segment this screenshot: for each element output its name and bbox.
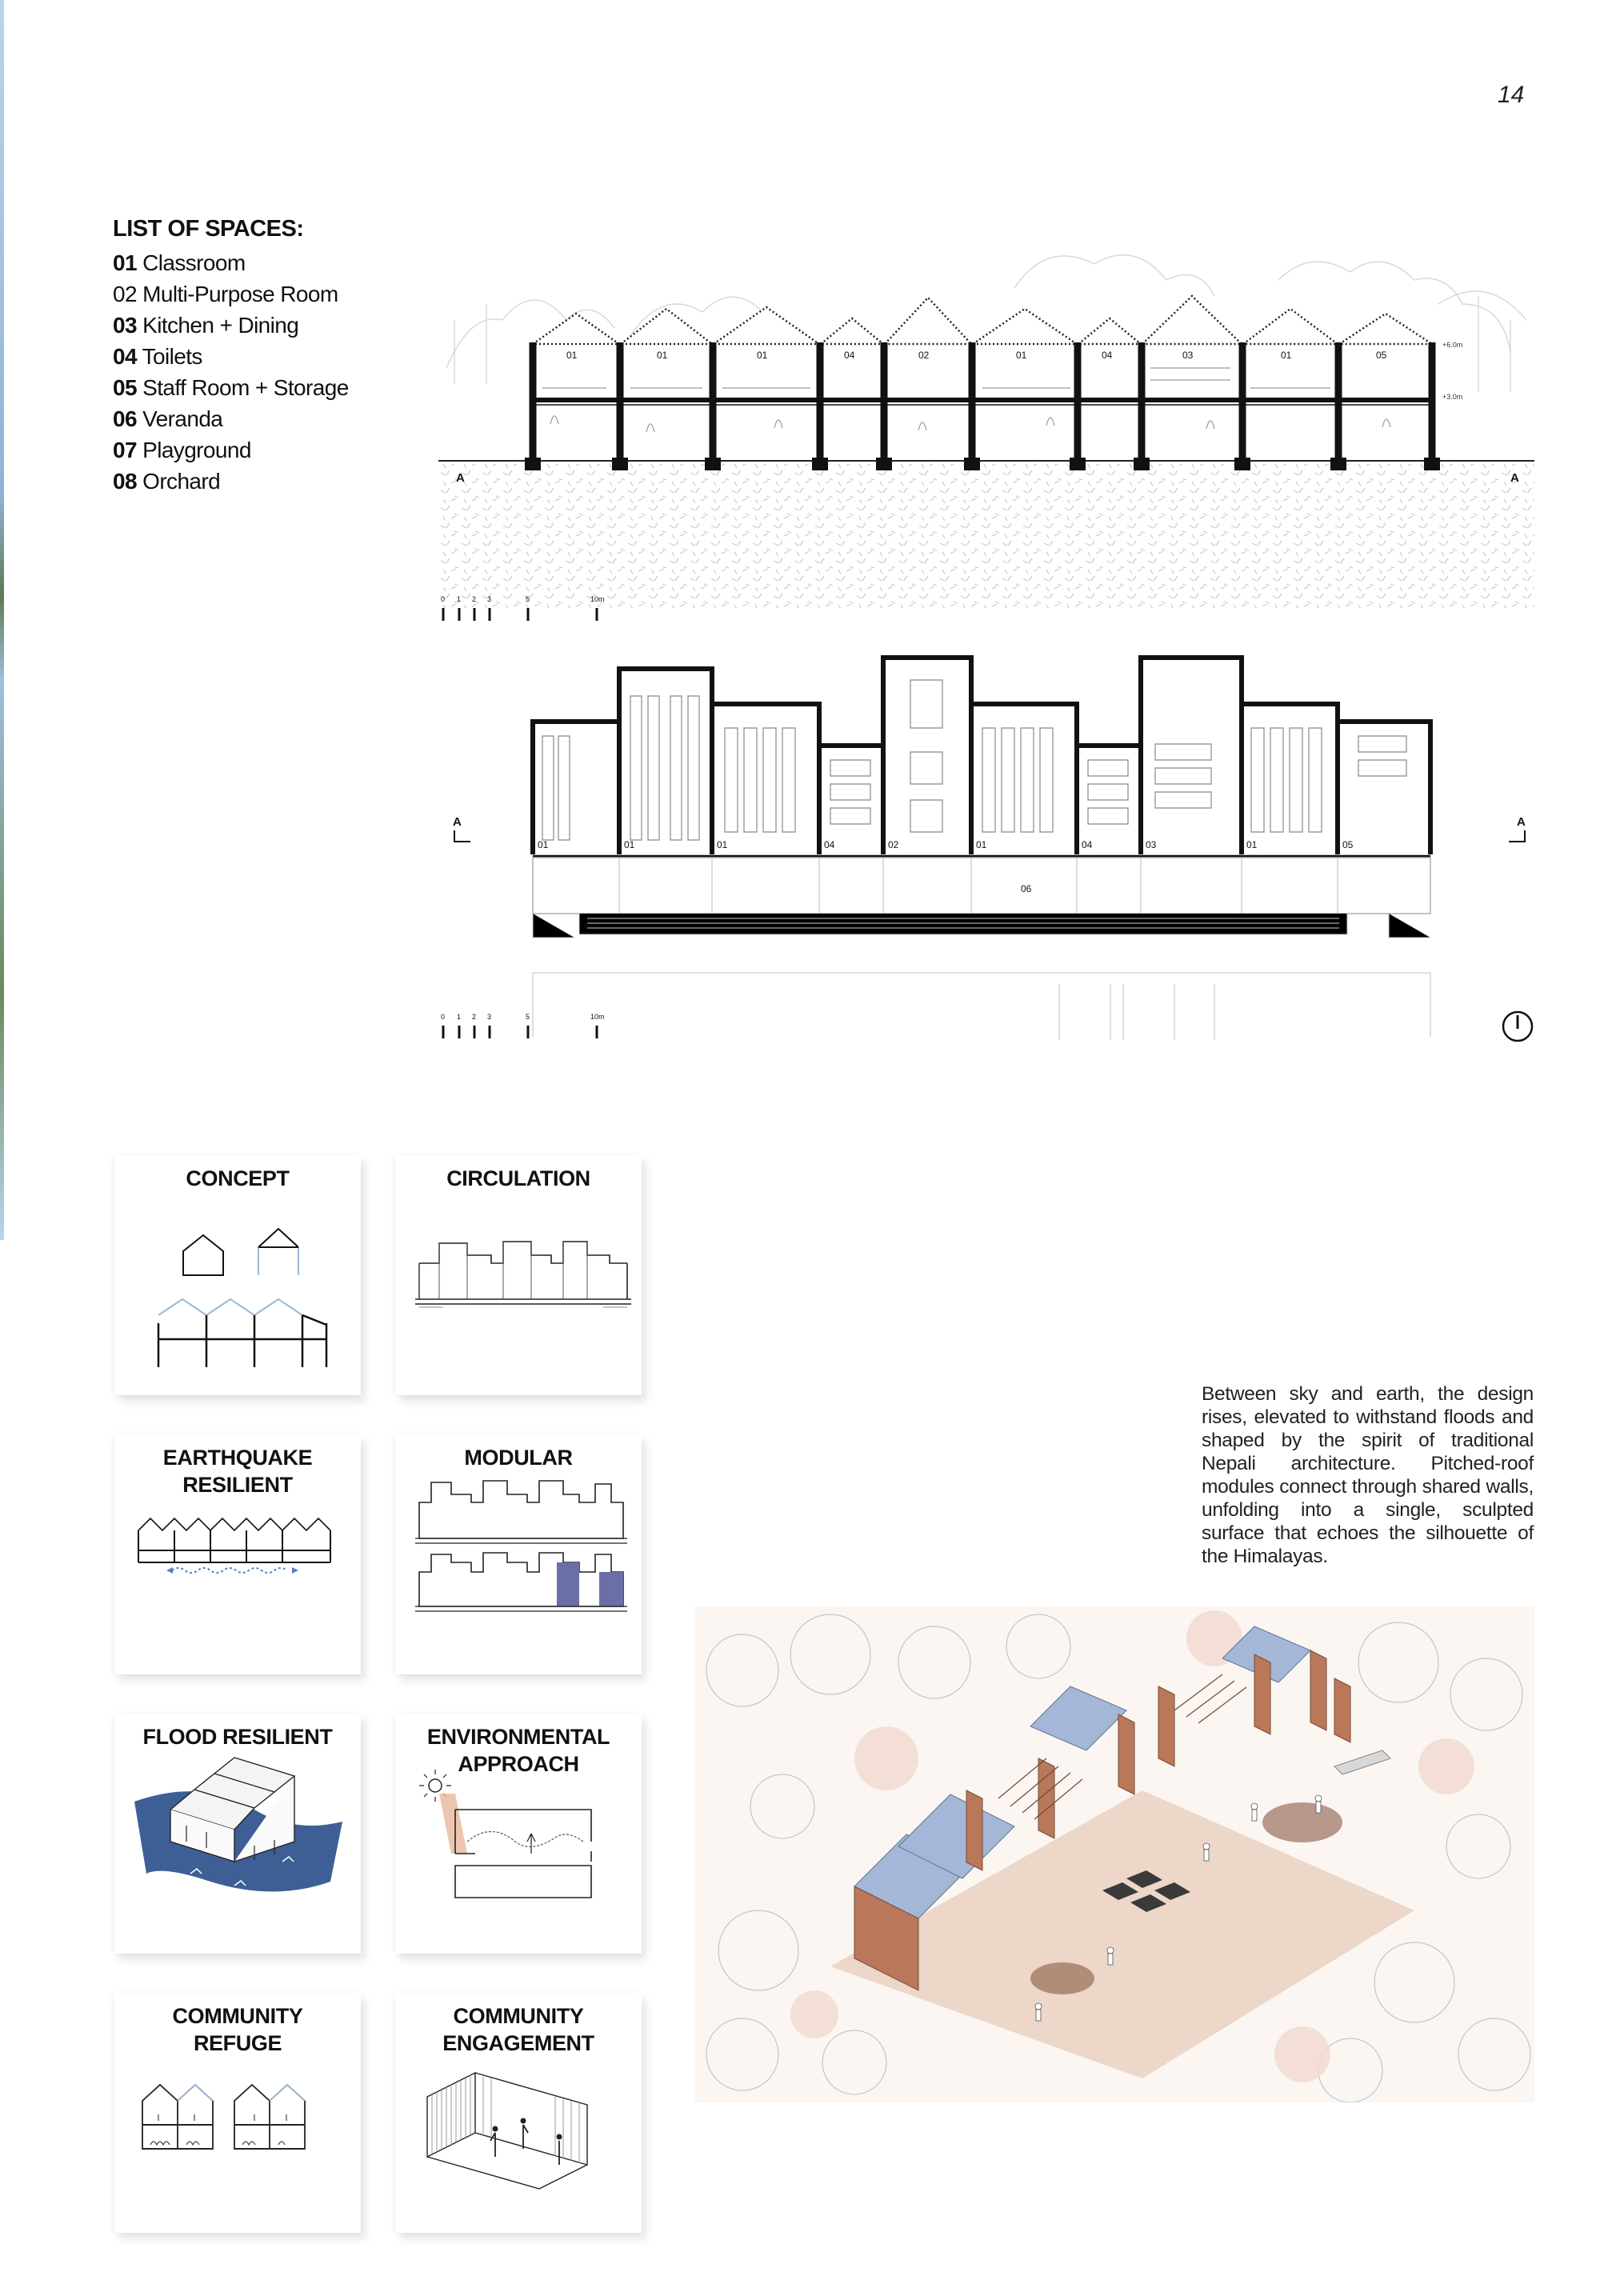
engagement-title: COMMUNITY ENGAGEMENT xyxy=(442,2004,594,2055)
page-edge-photo-strip xyxy=(0,0,4,1240)
project-description: Between sky and earth, the design rises, elevated to withstand floods and shaped by the spirit of traditional Nepali architecture. Pitched-roof modules connect through shared walls, unfolding into a single, sculpted surface that echoes the silhouette of the Himalayas. xyxy=(1202,1383,1534,1567)
refuge-diagram xyxy=(114,1993,361,2233)
refuge-title: COMMUNITY REFUGE xyxy=(172,2004,303,2055)
list-of-spaces xyxy=(113,216,401,497)
plan-room-label: 02 xyxy=(888,839,899,850)
list-of-spaces-title: LIST OF SPACES: xyxy=(113,216,304,242)
section-room-label: 01 xyxy=(1281,350,1292,361)
scale-tick: 10m xyxy=(590,1013,605,1021)
plan-room-label: 01 xyxy=(624,839,635,850)
section-room-label: 03 xyxy=(1182,350,1194,361)
plan-scale-bar xyxy=(441,1013,605,1038)
scale-tick: 1 xyxy=(457,1013,462,1021)
scale-tick: 10m xyxy=(590,595,605,603)
scale-tick: 0 xyxy=(441,595,446,603)
plan-cut-label-left: A xyxy=(453,815,462,829)
section-room-label: 05 xyxy=(1376,350,1387,361)
list-item: 04 Toilets xyxy=(113,344,202,369)
environmental-diagram xyxy=(395,1714,642,1954)
axonometric-view xyxy=(694,1606,1534,2102)
section-drawing xyxy=(438,240,1534,624)
modular-diagram xyxy=(395,1434,642,1674)
scale-tick: 5 xyxy=(526,1013,530,1021)
list-item: 05 Staff Room + Storage xyxy=(113,375,349,400)
background-trees xyxy=(446,255,1526,392)
concept-card xyxy=(114,1155,361,1395)
flood-title: FLOOD RESILIENT xyxy=(142,1725,333,1749)
page-number: 14 xyxy=(1498,82,1525,108)
list-item: 07 Playground xyxy=(113,438,251,462)
section-room-label: 04 xyxy=(844,350,855,361)
environmental-title: ENVIRONMENTAL APPROACH xyxy=(426,1725,610,1776)
section-cut-label-left: A xyxy=(456,471,465,485)
section-room-label: 01 xyxy=(566,350,578,361)
earthquake-title: EARTHQUAKE RESILIENT xyxy=(162,1446,313,1497)
plan-room-label: 01 xyxy=(1246,839,1258,850)
section-room-label: 01 xyxy=(1016,350,1027,361)
flood-card xyxy=(114,1714,361,1954)
modular-card xyxy=(395,1434,642,1674)
scale-tick: 0 xyxy=(441,1013,446,1021)
plan-room-label: 03 xyxy=(1146,839,1157,850)
section-room-label: 04 xyxy=(1102,350,1113,361)
engagement-diagram xyxy=(395,1993,642,2233)
list-item: 08 Orchard xyxy=(113,469,221,494)
list-item: 01 Classroom xyxy=(113,250,246,275)
engagement-card xyxy=(395,1993,642,2233)
section-cut-label-right: A xyxy=(1510,471,1519,485)
plan-room-label: 04 xyxy=(824,839,835,850)
scale-tick: 2 xyxy=(472,595,477,603)
flood-diagram xyxy=(114,1714,361,1954)
plan-room-label: 05 xyxy=(1342,839,1354,850)
refuge-card xyxy=(114,1993,361,2233)
list-item: 03 Kitchen + Dining xyxy=(113,313,299,338)
scale-tick: 3 xyxy=(487,1013,492,1021)
section-room-label: 02 xyxy=(918,350,930,361)
scale-tick: 1 xyxy=(457,595,462,603)
level-lower: +3.0m xyxy=(1442,393,1463,401)
level-upper: +6.0m xyxy=(1442,341,1463,349)
plan-room-label: 01 xyxy=(717,839,728,850)
scale-tick: 3 xyxy=(487,595,492,603)
circulation-diagram xyxy=(395,1155,642,1395)
earthquake-diagram xyxy=(114,1434,361,1674)
scale-tick: 5 xyxy=(526,595,530,603)
scale-tick: 2 xyxy=(472,1013,477,1021)
plan-room-label: 01 xyxy=(976,839,987,850)
circulation-title: CIRCULATION xyxy=(446,1166,590,1190)
section-room-label: 01 xyxy=(757,350,768,361)
circulation-card xyxy=(395,1155,642,1395)
concept-diagram xyxy=(114,1155,361,1395)
plan-cut-label-right: A xyxy=(1517,815,1526,829)
plan-room-label: 01 xyxy=(538,839,549,850)
environmental-card xyxy=(395,1714,642,1954)
north-arrow-icon xyxy=(1503,1012,1532,1041)
list-item: 06 Veranda xyxy=(113,406,223,431)
plan-room-label: 04 xyxy=(1082,839,1093,850)
section-room-label: 01 xyxy=(657,350,668,361)
earthquake-card xyxy=(114,1434,361,1674)
concept-title: CONCEPT xyxy=(186,1166,290,1190)
modular-title: MODULAR xyxy=(464,1446,573,1470)
plan-veranda-label: 06 xyxy=(1021,883,1032,894)
list-item: 02 Multi-Purpose Room xyxy=(113,282,338,306)
floor-plan-drawing xyxy=(438,648,1534,1044)
